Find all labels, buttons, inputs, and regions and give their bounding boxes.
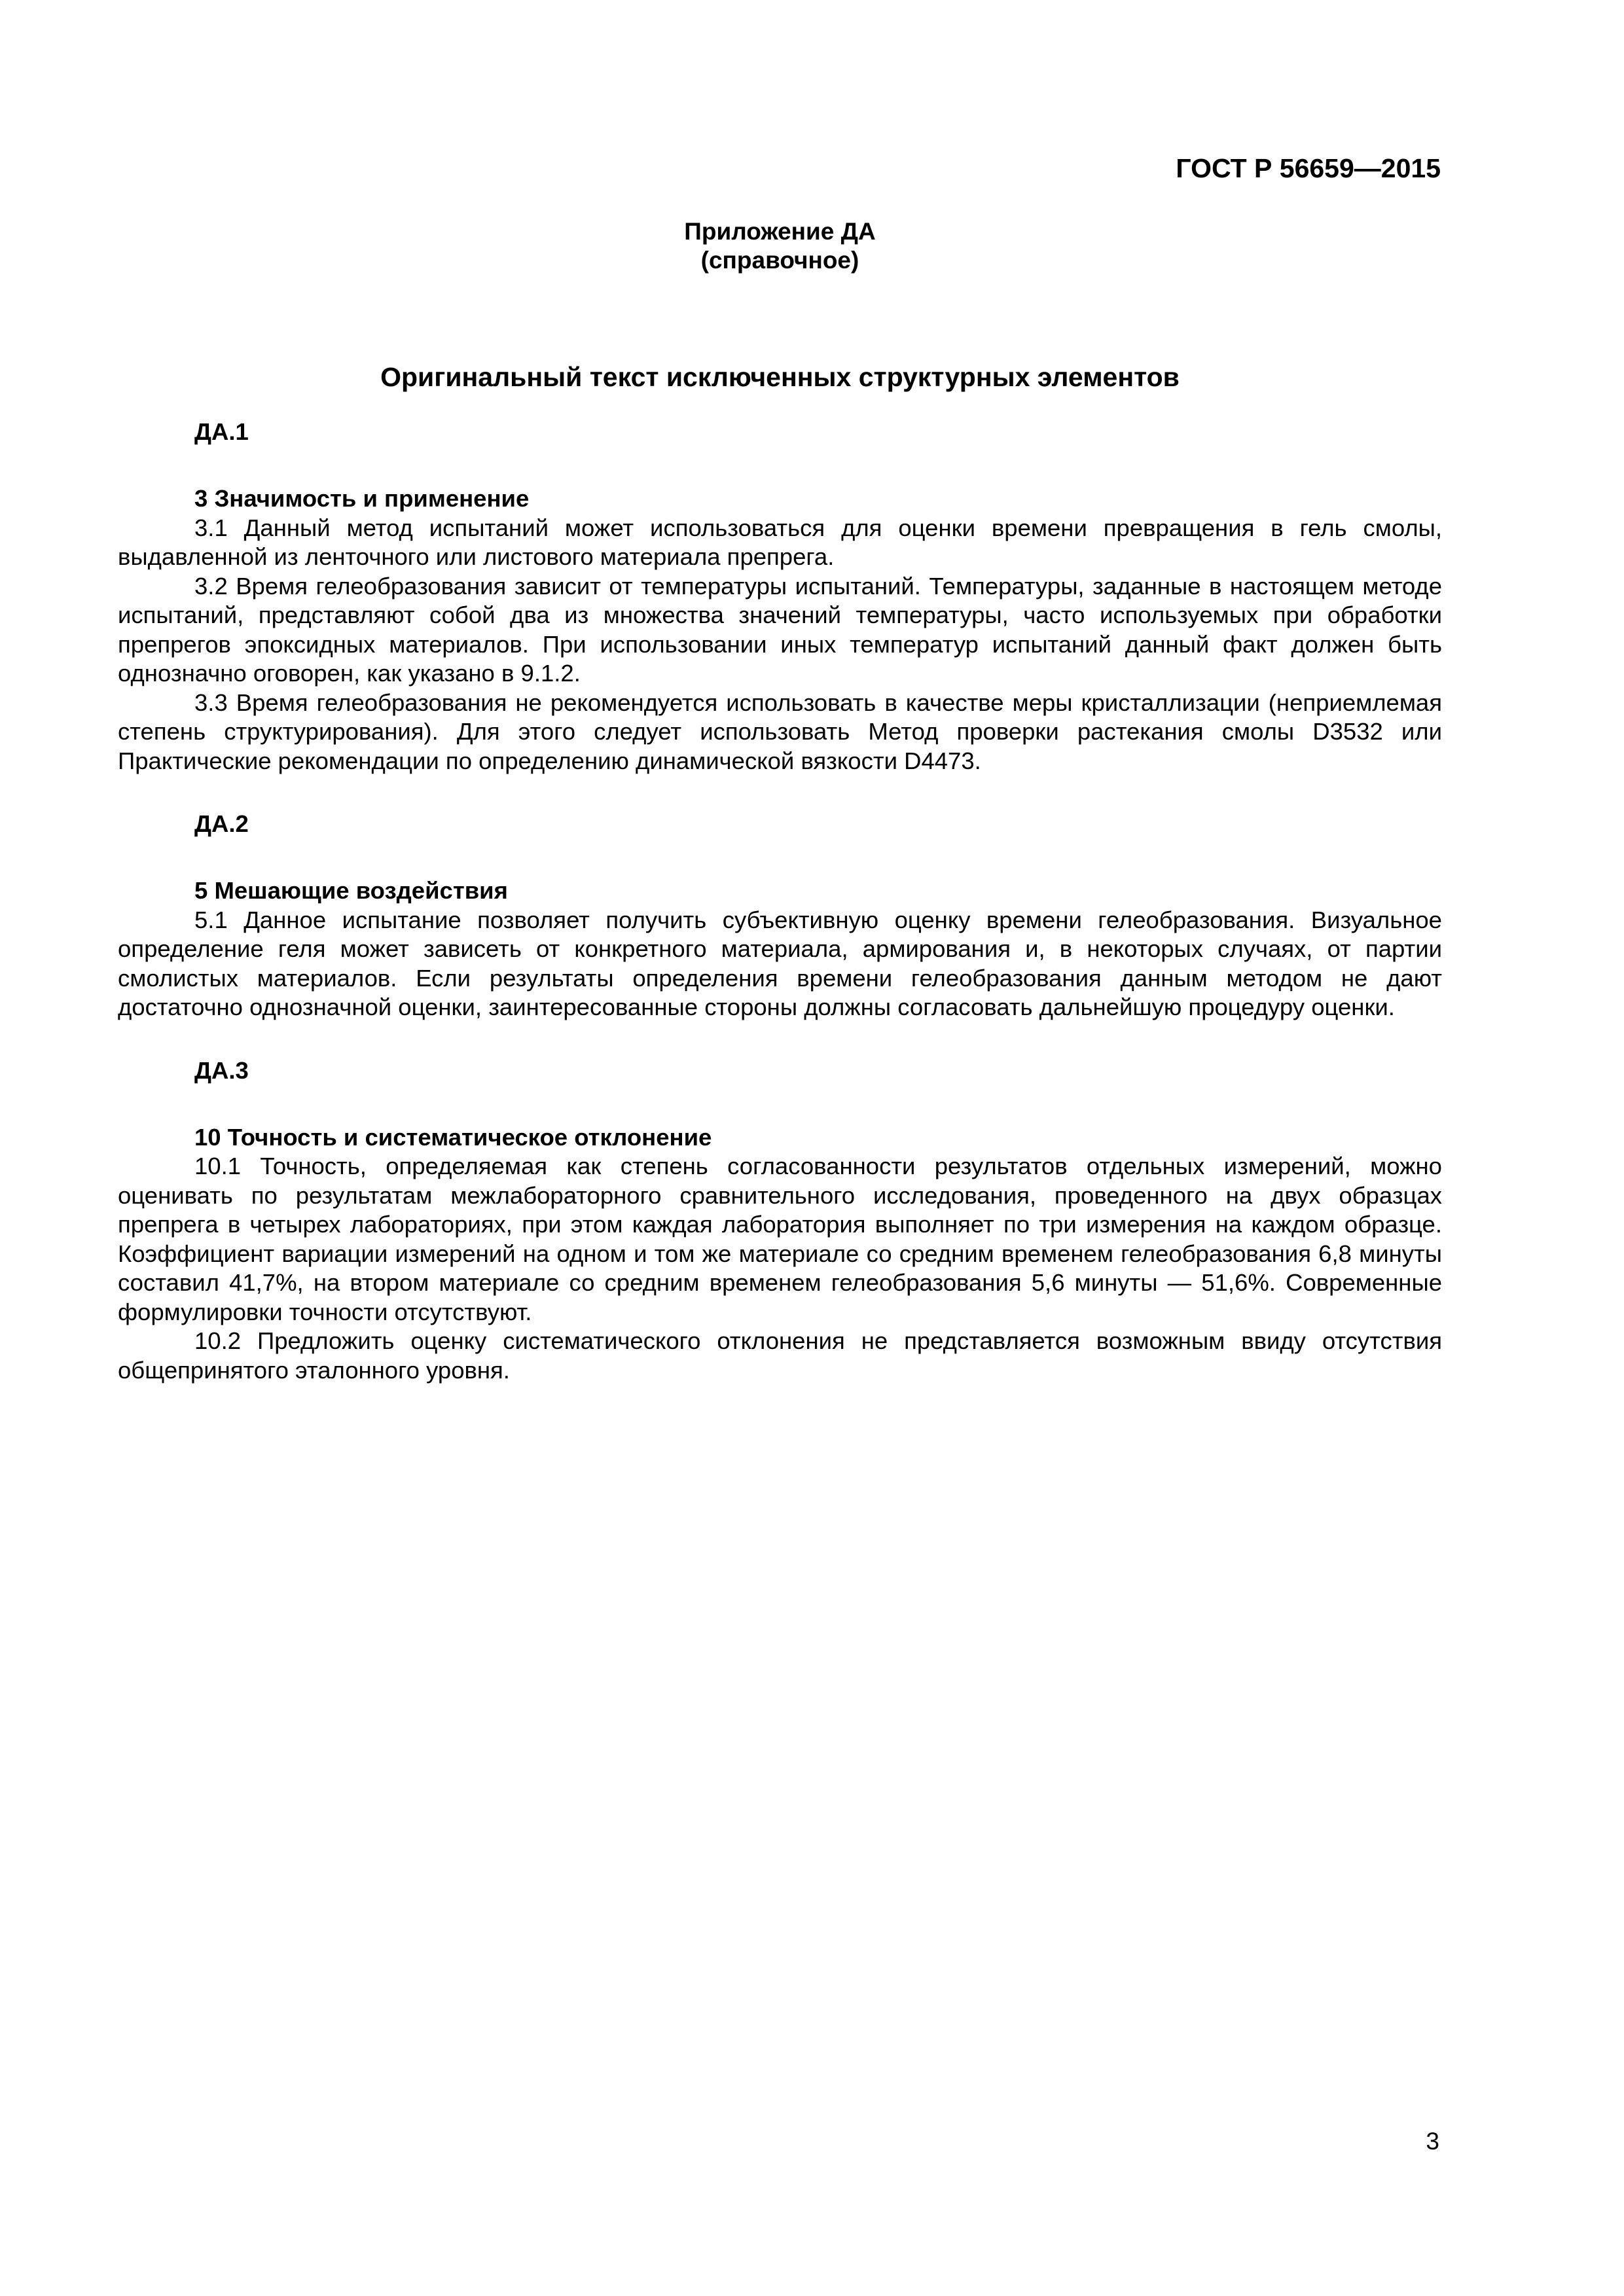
paragraph: 10.1 Точность, определяемая как степень согласованности результатов отдельных измерений, можно оценивать по результатам межлабораторного сравнительного исследования, проведенного на двух образцах препрега в четырех лабораториях, при этом каждая лаборатория выполняет по три измерения на каждом образце. Коэффициент вариации измерений на одном и том же материале со средним временем гелеобразования 6,8 минуты составил 41,7%, на втором материале со средним временем гелеобразования 5,6 минуты — 51,6%. Современные формулировки точности отсутствуют. <box>118 1153 1442 1325</box>
section-da3 <box>118 1056 1442 1386</box>
section-id: ДА.1 <box>194 418 249 445</box>
document-title: Оригинальный текст исключенных структурных элементов <box>380 362 1180 392</box>
page-number: 3 <box>1426 2128 1439 2155</box>
section-heading: 5 Мешающие воздействия <box>194 877 508 904</box>
paragraph: 5.1 Данное испытание позволяет получить субъективную оценку времени гелеобразования. Визуальное определение геля может зависеть от конкретного материала, армирования и, в некоторых случаях, от партии смолистых материалов. Если результаты определения времени гелеобразования данным методом не дают достаточно однозначной оценки, заинтересованные стороны должны согласовать дальнейшую процедуру оценки. <box>118 906 1442 1020</box>
document-code: ГОСТ Р 56659—2015 <box>1176 153 1441 183</box>
section-id: ДА.2 <box>194 810 249 837</box>
paragraph: 3.1 Данный метод испытаний может использоваться для оценки времени превращения в гель смолы, выдавленной из ленточного или листового материала препрега. <box>118 514 1442 570</box>
appendix-type: (справочное) <box>700 247 859 274</box>
section-da1 <box>118 418 1442 776</box>
section-heading: 3 Значимость и применение <box>194 485 530 512</box>
section-heading: 10 Точность и систематическое отклонение <box>194 1123 712 1151</box>
paragraph: 10.2 Предложить оценку систематического отклонения не представляется возможным ввиду отсутствия общепринятого эталонного уровня. <box>118 1327 1442 1384</box>
appendix-title: Приложение ДА <box>684 218 876 245</box>
section-da2 <box>118 810 1442 1022</box>
section-id: ДА.3 <box>194 1056 249 1084</box>
paragraph: 3.3 Время гелеобразования не рекомендуется использовать в качестве меры кристаллизации (неприемлемая степень структурирования). Для этого следует использовать Метод проверки растекания смолы D3532 или Практические рекомендации по определению динамической вязкости D4473. <box>118 689 1442 774</box>
document-body <box>118 418 1442 1419</box>
appendix-heading <box>118 217 1442 275</box>
paragraph: 3.2 Время гелеобразования зависит от температуры испытаний. Температуры, заданные в настоящем методе испытаний, представляют собой два из множества значений температуры, часто используемых при обработки препрегов эпоксидных материалов. При использовании иных температур испытаний данный факт должен быть однозначно оговорен, как указано в 9.1.2. <box>118 572 1442 687</box>
